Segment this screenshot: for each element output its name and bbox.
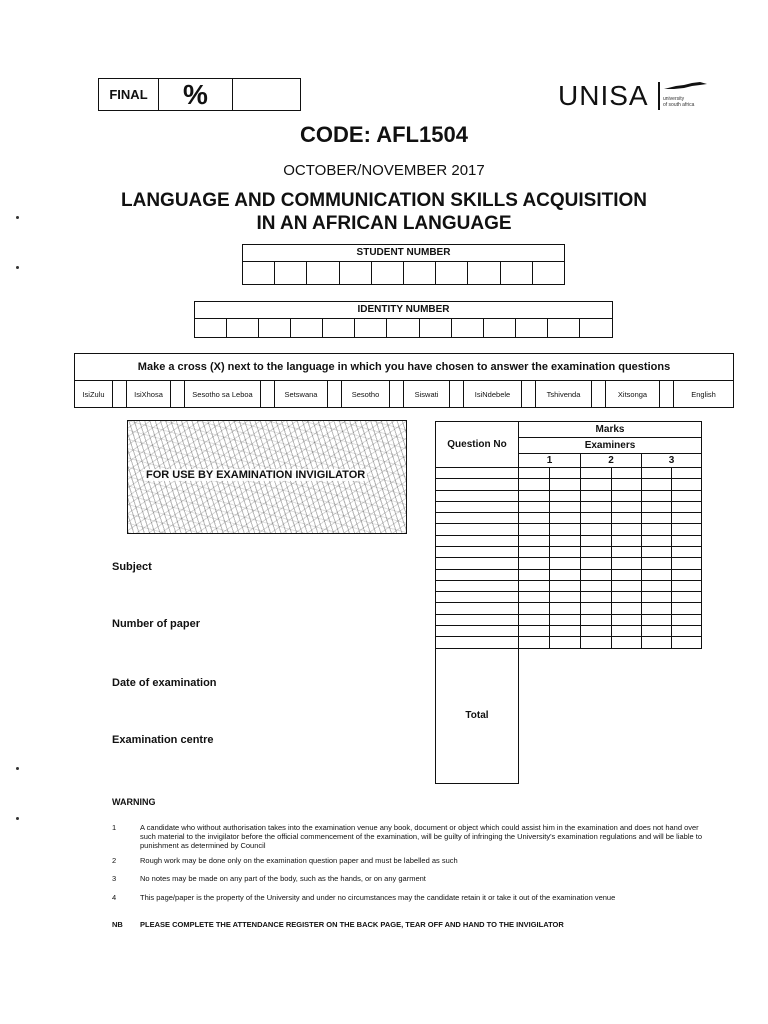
identity-number-digit[interactable]	[548, 319, 580, 338]
language-name: Tshivenda	[546, 389, 581, 399]
mark-cell[interactable]	[581, 546, 612, 557]
examiner-3-header: 3	[642, 454, 702, 468]
table-row	[436, 569, 702, 580]
question-cell[interactable]	[436, 592, 519, 603]
table-row	[436, 524, 702, 535]
mark-cell[interactable]	[672, 558, 702, 569]
mark-cell[interactable]	[581, 524, 612, 535]
question-cell[interactable]	[436, 625, 519, 636]
question-no-header: Question No	[436, 422, 519, 468]
mark-cell[interactable]	[519, 490, 550, 501]
warning-item	[112, 856, 702, 865]
language-checkbox[interactable]	[170, 381, 184, 407]
mark-cell[interactable]	[581, 569, 612, 580]
nb-text: PLEASE COMPLETE THE ATTENDANCE REGISTER ON THE BACK PAGE, TEAR OFF AND HAND TO THE INVIGILATOR	[140, 920, 564, 929]
language-name: IsiZulu	[82, 389, 105, 399]
mark-cell[interactable]	[642, 479, 672, 490]
course-code: CODE: AFL1504	[300, 122, 468, 147]
subject-label: Subject	[112, 561, 152, 573]
mark-cell[interactable]	[519, 580, 550, 591]
mark-cell[interactable]	[550, 490, 581, 501]
mark-cell[interactable]	[581, 490, 612, 501]
mark-cell[interactable]	[642, 501, 672, 512]
question-cell[interactable]	[436, 603, 519, 614]
mark-cell[interactable]	[581, 501, 612, 512]
mark-cell[interactable]	[550, 524, 581, 535]
identity-number-digit[interactable]	[195, 319, 227, 338]
mark-cell[interactable]	[581, 614, 612, 625]
mark-cell[interactable]	[519, 468, 550, 479]
language-checkbox[interactable]	[389, 381, 403, 407]
mark-cell[interactable]	[581, 468, 612, 479]
identity-number-digit[interactable]	[323, 319, 355, 338]
mark-cell[interactable]	[519, 501, 550, 512]
question-cell[interactable]	[436, 637, 519, 648]
table-row	[436, 501, 702, 512]
mark-cell[interactable]	[612, 592, 642, 603]
module-title-line-2: IN AN AFRICAN LANGUAGE	[256, 213, 512, 234]
marks-header: Marks	[519, 422, 702, 438]
mark-cell[interactable]	[672, 524, 702, 535]
language-name: Siswati	[414, 389, 439, 399]
mark-cell[interactable]	[550, 625, 581, 636]
student-number-label: STUDENT NUMBER	[243, 245, 564, 262]
mark-cell[interactable]	[550, 479, 581, 490]
language-checkbox[interactable]	[591, 381, 605, 407]
total-spacer	[519, 648, 702, 784]
table-row	[436, 625, 702, 636]
exam-session: OCTOBER/NOVEMBER 2017	[283, 162, 485, 179]
nb-notice	[112, 920, 702, 929]
logo-sub-line: of south africa	[663, 102, 695, 108]
question-cell[interactable]	[436, 501, 519, 512]
mark-cell[interactable]	[642, 490, 672, 501]
warning-title: WARNING	[112, 797, 156, 807]
marks-table	[435, 421, 701, 784]
mark-cell[interactable]	[519, 625, 550, 636]
warning-number: 4	[112, 893, 117, 902]
table-row	[436, 558, 702, 569]
margin-mark	[16, 767, 19, 770]
unisa-logo	[558, 78, 708, 114]
language-checkbox[interactable]	[449, 381, 463, 407]
mark-cell[interactable]	[672, 513, 702, 524]
logo-divider	[658, 82, 660, 110]
question-cell[interactable]	[436, 558, 519, 569]
mark-cell[interactable]	[672, 592, 702, 603]
margin-mark	[16, 266, 19, 269]
mark-cell[interactable]	[550, 546, 581, 557]
language-checkbox[interactable]	[521, 381, 535, 407]
identity-number-digit[interactable]	[291, 319, 323, 338]
mark-cell[interactable]	[672, 625, 702, 636]
identity-number-label: IDENTITY NUMBER	[195, 302, 612, 319]
final-label: FINAL	[99, 79, 159, 110]
mark-cell[interactable]	[612, 513, 642, 524]
mark-cell[interactable]	[550, 468, 581, 479]
mark-cell[interactable]	[612, 569, 642, 580]
student-number-digit[interactable]	[436, 262, 468, 285]
mark-cell[interactable]	[612, 625, 642, 636]
student-number-digit[interactable]	[468, 262, 500, 285]
language-name: English	[691, 389, 716, 399]
warning-text: Rough work may be done only on the examination question paper and must be labelled as such	[140, 856, 458, 865]
language-checkbox[interactable]	[260, 381, 274, 407]
mark-cell[interactable]	[642, 614, 672, 625]
mark-cell[interactable]	[550, 592, 581, 603]
mark-cell[interactable]	[672, 546, 702, 557]
language-name: Setswana	[284, 389, 318, 399]
student-number-digit[interactable]	[404, 262, 436, 285]
mark-cell[interactable]	[519, 637, 550, 648]
mark-cell[interactable]	[642, 603, 672, 614]
mark-cell[interactable]	[581, 558, 612, 569]
mark-cell[interactable]	[642, 535, 672, 546]
mark-cell[interactable]	[519, 535, 550, 546]
question-cell[interactable]	[436, 569, 519, 580]
mark-cell[interactable]	[581, 603, 612, 614]
mark-cell[interactable]	[550, 580, 581, 591]
mark-cell[interactable]	[642, 524, 672, 535]
mark-cell[interactable]	[550, 535, 581, 546]
mark-cell[interactable]	[642, 513, 672, 524]
exam-centre-label: Examination centre	[112, 734, 214, 746]
mark-cell[interactable]	[519, 569, 550, 580]
mark-cell[interactable]	[581, 580, 612, 591]
mark-cell[interactable]	[550, 614, 581, 625]
identity-number-grid	[194, 301, 613, 338]
mark-cell[interactable]	[672, 614, 702, 625]
warning-text: No notes may be made on any part of the body, such as the hands, or on any garment	[140, 874, 426, 883]
table-row	[436, 468, 702, 479]
nb-label: NB	[112, 920, 123, 929]
mark-cell[interactable]	[550, 558, 581, 569]
logo-subtitle	[663, 96, 707, 108]
table-row	[436, 592, 702, 603]
question-cell[interactable]	[436, 580, 519, 591]
student-number-digit[interactable]	[501, 262, 533, 285]
mark-cell[interactable]	[612, 546, 642, 557]
table-row	[436, 479, 702, 490]
identity-number-digit[interactable]	[227, 319, 259, 338]
mark-cell[interactable]	[672, 468, 702, 479]
percent-symbol: %	[159, 79, 233, 110]
examiner-1-header: 1	[519, 454, 581, 468]
mark-cell[interactable]	[612, 468, 642, 479]
warning-number: 3	[112, 874, 117, 883]
student-number-digit[interactable]	[340, 262, 372, 285]
identity-number-digit[interactable]	[484, 319, 516, 338]
mark-cell[interactable]	[642, 558, 672, 569]
total-row	[436, 648, 702, 784]
student-number-digit[interactable]	[275, 262, 307, 285]
mark-cell[interactable]	[642, 468, 672, 479]
mark-cell[interactable]	[672, 501, 702, 512]
mark-cell[interactable]	[519, 603, 550, 614]
mark-cell[interactable]	[612, 524, 642, 535]
mark-cell[interactable]	[612, 479, 642, 490]
identity-number-digit[interactable]	[516, 319, 548, 338]
mark-cell[interactable]	[519, 592, 550, 603]
language-checkbox[interactable]	[112, 381, 126, 407]
mark-cell[interactable]	[642, 569, 672, 580]
mark-cell[interactable]	[672, 535, 702, 546]
language-name: IsiXhosa	[134, 389, 163, 399]
warning-item	[112, 874, 702, 883]
table-row	[436, 603, 702, 614]
mark-cell[interactable]	[612, 603, 642, 614]
question-cell[interactable]	[436, 468, 519, 479]
mark-cell[interactable]	[612, 637, 642, 648]
mark-cell[interactable]	[550, 513, 581, 524]
table-row	[436, 535, 702, 546]
mark-cell[interactable]	[642, 625, 672, 636]
exam-date-label: Date of examination	[112, 677, 217, 689]
mark-cell[interactable]	[642, 580, 672, 591]
student-number-digit[interactable]	[533, 262, 564, 285]
language-name: Sesotho sa Leboa	[192, 389, 253, 399]
warning-item	[112, 893, 702, 902]
question-cell[interactable]	[436, 479, 519, 490]
language-options	[75, 381, 733, 407]
student-number-digit[interactable]	[243, 262, 275, 285]
final-mark-box	[98, 78, 301, 111]
mark-cell[interactable]	[581, 637, 612, 648]
mark-cell[interactable]	[519, 479, 550, 490]
mark-cell[interactable]	[519, 524, 550, 535]
warning-text: A candidate who without authorisation takes into the examination venue any book, document or object which could assist him in the examination and does not hand over such material to the invigilator before the official commencement of the examination, will be guilty of infringing the University's examination regulations and will be liable to punishment as determined by Council	[140, 823, 703, 850]
table-row	[436, 513, 702, 524]
final-mark-field[interactable]	[233, 79, 300, 110]
mark-cell[interactable]	[519, 558, 550, 569]
mark-cell[interactable]	[581, 479, 612, 490]
mark-cell[interactable]	[672, 490, 702, 501]
mark-cell[interactable]	[519, 546, 550, 557]
warning-text: This page/paper is the property of the University and under no circumstances may the candidate retain it or take it out of the examination venue	[140, 893, 616, 902]
student-number-grid	[242, 244, 565, 285]
mark-cell[interactable]	[672, 603, 702, 614]
mark-cell[interactable]	[642, 592, 672, 603]
student-number-digit[interactable]	[307, 262, 339, 285]
identity-number-digit[interactable]	[420, 319, 452, 338]
crocodile-icon	[662, 80, 708, 92]
mark-cell[interactable]	[612, 490, 642, 501]
identity-number-digit[interactable]	[387, 319, 419, 338]
question-cell[interactable]	[436, 535, 519, 546]
language-checkbox[interactable]	[327, 381, 341, 407]
question-cell[interactable]	[436, 490, 519, 501]
mark-cell[interactable]	[612, 501, 642, 512]
margin-mark	[16, 817, 19, 820]
language-name: IsiNdebele	[474, 389, 511, 399]
mark-cell[interactable]	[612, 614, 642, 625]
language-name: Sesotho	[351, 389, 380, 399]
mark-cell[interactable]	[612, 535, 642, 546]
mark-cell[interactable]	[519, 614, 550, 625]
language-selection-panel	[74, 353, 734, 408]
student-number-digit[interactable]	[372, 262, 404, 285]
paper-number-label: Number of paper	[112, 618, 201, 630]
mark-cell[interactable]	[550, 637, 581, 648]
mark-cell[interactable]	[581, 535, 612, 546]
identity-number-digit[interactable]	[452, 319, 484, 338]
mark-cell[interactable]	[642, 546, 672, 557]
mark-cell[interactable]	[550, 569, 581, 580]
identity-number-digit[interactable]	[355, 319, 387, 338]
mark-cell[interactable]	[672, 479, 702, 490]
mark-cell[interactable]	[672, 580, 702, 591]
mark-cell[interactable]	[672, 569, 702, 580]
examiner-2-header: 2	[581, 454, 642, 468]
invigilator-stamp-box	[127, 420, 407, 534]
examiners-header: Examiners	[519, 438, 702, 454]
mark-cell[interactable]	[672, 637, 702, 648]
language-checkbox[interactable]	[659, 381, 673, 407]
invigilator-label: FOR USE BY EXAMINATION INVIGILATOR	[146, 469, 366, 481]
warning-item	[112, 823, 702, 850]
mark-cell[interactable]	[550, 603, 581, 614]
identity-number-digit[interactable]	[259, 319, 291, 338]
logo-wordmark: UNISA	[558, 80, 649, 111]
table-row	[436, 614, 702, 625]
language-instruction: Make a cross (X) next to the language in which you have chosen to answer the examination questions	[75, 354, 733, 381]
mark-cell[interactable]	[581, 625, 612, 636]
table-row	[436, 637, 702, 648]
warning-number: 1	[112, 823, 117, 832]
logo-sub-line: university	[663, 96, 685, 102]
question-cell[interactable]	[436, 614, 519, 625]
mark-cell[interactable]	[642, 637, 672, 648]
mark-cell[interactable]	[519, 513, 550, 524]
mark-cell[interactable]	[550, 501, 581, 512]
question-cell[interactable]	[436, 513, 519, 524]
table-row	[436, 546, 702, 557]
question-cell[interactable]	[436, 546, 519, 557]
module-title-line-1: LANGUAGE AND COMMUNICATION SKILLS ACQUISITION	[121, 190, 647, 211]
mark-cell[interactable]	[612, 580, 642, 591]
warning-number: 2	[112, 856, 117, 865]
mark-cell[interactable]	[581, 513, 612, 524]
table-row	[436, 580, 702, 591]
total-label: Total	[436, 648, 519, 784]
language-name: Xitsonga	[617, 389, 648, 399]
mark-cell[interactable]	[612, 558, 642, 569]
table-row	[436, 490, 702, 501]
mark-cell[interactable]	[581, 592, 612, 603]
question-cell[interactable]	[436, 524, 519, 535]
